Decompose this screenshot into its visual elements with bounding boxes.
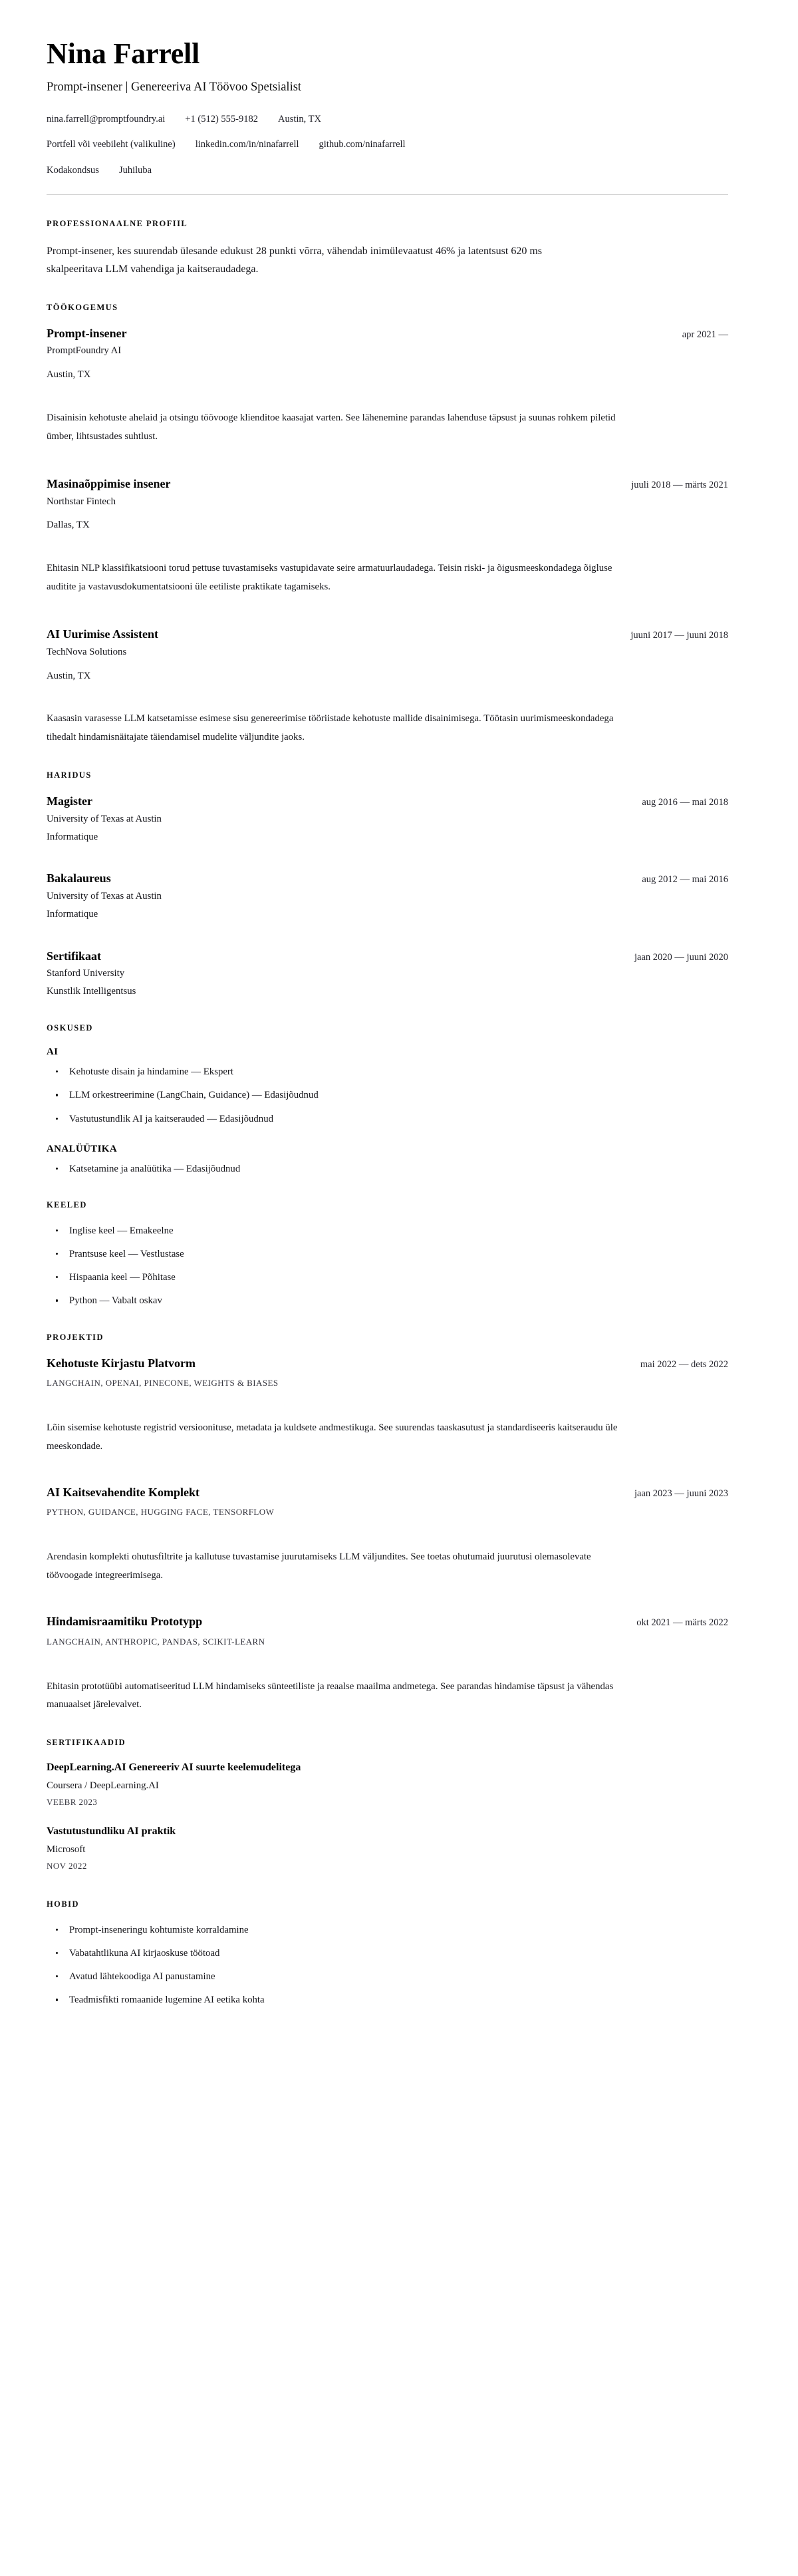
experience-company: TechNova Solutions	[47, 646, 127, 657]
experience-role: Masinaõppimise insener	[47, 477, 171, 491]
section-title-projects: PROJEKTID	[47, 1332, 104, 1342]
project-description: Lõin sisemise kehotuste registrid versioonituse, metadata ja kuldsete andmestikuga. See suurendas taaskasutust ja standardiseeris kaitseraudu üle meeskondade.	[47, 1422, 618, 1452]
contact-line-links	[47, 138, 728, 152]
education-field: Informatique	[47, 908, 98, 919]
experience-role: Prompt-insener	[47, 326, 127, 340]
section-title-summary: PROFESSIONAALNE PROFIIL	[47, 218, 188, 228]
education-entry	[47, 949, 728, 999]
list-item: Vabatahtlikuna AI kirjaoskuse töötoad	[47, 1946, 728, 1961]
section-title-hobbies: HOBID	[47, 1899, 79, 1909]
project-entry	[47, 1614, 728, 1714]
education-entry	[47, 871, 728, 921]
contact-driving-license: Juhiluba	[118, 165, 152, 176]
experience-description: Ehitasin NLP klassifikatsiooni torud pettuse tuvastamiseks vastupidavate seire armatuurlaudadega. Teisin riski- ja õigusmeeskondadega õigluse auditite ja vastavusdokumentatsiooni üle eetiliste praktikate tagamiseks.	[47, 563, 612, 592]
section-title-languages: KEELED	[47, 1200, 87, 1209]
skill-group	[47, 1144, 728, 1176]
contact-portfolio[interactable]: Portfell või veebileht (valikuline)	[47, 139, 176, 150]
list-item: Katsetamine ja analüütika — Edasijõudnud	[47, 1162, 728, 1176]
certificate-date: NOV 2022	[47, 1860, 87, 1871]
experience-entry-head	[47, 326, 728, 341]
section-title-experience: TÖÖKOGEMUS	[47, 302, 118, 312]
experience-date: juuni 2017 — juuni 2018	[630, 630, 728, 641]
contact-phone[interactable]: +1 (512) 555-9182	[185, 113, 258, 124]
project-entry	[47, 1356, 728, 1456]
section-title-education: HARIDUS	[47, 770, 92, 780]
education-school: Stanford University	[47, 968, 125, 979]
list-item: Hispaania keel — Põhitase	[47, 1270, 728, 1285]
contact-email[interactable]: nina.farrell@promptfoundry.ai	[47, 113, 166, 124]
education-degree: Magister	[47, 794, 92, 808]
certificate-date: VEEBR 2023	[47, 1797, 98, 1808]
education-school: University of Texas at Austin	[47, 890, 162, 901]
skill-group-name: AI	[47, 1046, 59, 1058]
contact-location: Austin, TX	[277, 113, 321, 124]
certificate-name: Vastutustundliku AI praktik	[47, 1826, 176, 1838]
experience-entry-head	[47, 627, 728, 642]
certificate-issuer: Coursera / DeepLearning.AI	[47, 1780, 159, 1792]
project-description: Arendasin komplekti ohutusfiltrite ja kallutuse tuvastamise juurutamiseks LLM väljundites. See toetas ohutumaid juurutusi olemasolevate töövoogade integreerimisega.	[47, 1551, 591, 1581]
experience-role: AI Uurimise Assistent	[47, 627, 159, 641]
education-degree: Bakalaureus	[47, 872, 111, 886]
project-name: Kehotuste Kirjastu Platvorm	[47, 1356, 196, 1370]
project-date: jaan 2023 — juuni 2023	[634, 1488, 728, 1499]
education-date: aug 2012 — mai 2016	[642, 874, 728, 886]
education-entry-head	[47, 794, 728, 809]
list-item: Inglise keel — Emakeelne	[47, 1223, 728, 1238]
skill-list	[47, 1064, 728, 1126]
contact-citizenship: Kodakondsus	[47, 165, 99, 176]
certificate-issuer: Microsoft	[47, 1844, 86, 1855]
education-degree: Sertifikaat	[47, 949, 101, 963]
skill-list	[47, 1162, 728, 1176]
experience-entry	[47, 627, 728, 746]
section-languages	[47, 1200, 728, 1309]
experience-entry	[47, 326, 728, 446]
list-item: Kehotuste disain ja hindamine — Ekspert	[47, 1064, 728, 1079]
skill-group	[47, 1046, 728, 1126]
section-summary	[47, 219, 728, 279]
experience-company: PromptFoundry AI	[47, 345, 122, 357]
contact-line-primary	[47, 112, 728, 127]
section-title-certificates: SERTIFIKAADID	[47, 1738, 126, 1748]
section-certificates	[47, 1738, 728, 1871]
project-date: mai 2022 — dets 2022	[640, 1359, 728, 1370]
project-name: Hindamisraamitiku Prototypp	[47, 1615, 203, 1629]
section-skills	[47, 1023, 728, 1176]
candidate-name: Nina Farrell	[47, 37, 200, 70]
candidate-headline: Prompt-insener | Genereeriva AI Töövoo Spetsialist	[47, 80, 302, 94]
project-entry-head	[47, 1614, 728, 1629]
list-item: Avatud lähtekoodiga AI panustamine	[47, 1969, 728, 1984]
section-experience	[47, 303, 728, 746]
experience-date: apr 2021 —	[682, 329, 728, 340]
section-projects	[47, 1333, 728, 1714]
experience-location: Austin, TX	[47, 670, 91, 681]
language-list	[47, 1223, 728, 1309]
education-field: Kunstlik Intelligentsus	[47, 986, 136, 997]
project-stack: LANGCHAIN, ANTHROPIC, PANDAS, SCIKIT-LEARN	[47, 1636, 265, 1647]
education-entry-head	[47, 871, 728, 886]
project-description: Ehitasin prototüübi automatiseeritud LLM hindamiseks sünteetiliste ja reaalse maailma andmetega. See parandas hindamise täpsust ja vähendas manuaalset järelevalvet.	[47, 1681, 614, 1710]
list-item: Prompt-inseneringu kohtumiste korraldamine	[47, 1923, 728, 1937]
list-item: LLM orkestreerimine (LangChain, Guidance) — Edasijõudnud	[47, 1088, 728, 1102]
certificate-entry	[47, 1761, 728, 1808]
project-entry-head	[47, 1485, 728, 1500]
list-item: Python — Vabalt oskav	[47, 1293, 728, 1308]
experience-company: Northstar Fintech	[47, 496, 116, 507]
contact-line-extra	[47, 164, 728, 178]
resume-header	[47, 39, 728, 195]
experience-location: Austin, TX	[47, 369, 91, 381]
certificate-name: DeepLearning.AI Genereeriv AI suurte keelemudelitega	[47, 1762, 301, 1774]
education-school: University of Texas at Austin	[47, 813, 162, 824]
experience-entry-head	[47, 476, 728, 492]
list-item: Teadmisfikti romaanide lugemine AI eetika kohta	[47, 1993, 728, 2007]
project-entry-head	[47, 1356, 728, 1371]
education-field: Informatique	[47, 831, 98, 842]
education-entry	[47, 794, 728, 844]
contact-github[interactable]: github.com/ninafarrell	[319, 139, 406, 150]
project-name: AI Kaitsevahendite Komplekt	[47, 1485, 200, 1499]
project-date: okt 2021 — märts 2022	[636, 1617, 728, 1629]
section-title-skills: OSKUSED	[47, 1023, 93, 1033]
experience-date: juuli 2018 — märts 2021	[631, 480, 728, 491]
project-stack: LANGCHAIN, OPENAI, PINECONE, WEIGHTS & BIASES	[47, 1378, 279, 1388]
list-item: Prantsuse keel — Vestlustase	[47, 1247, 728, 1261]
experience-description: Disainisin kehotuste ahelaid ja otsingu töövooge klienditoe kaasajat varten. See lähenemine parandas lahenduse täpsust ja suunas rohkem piletid ümber, lihtsustades suhtlust.	[47, 412, 616, 442]
skill-group-name: ANALÜÜTIKA	[47, 1143, 118, 1154]
education-entry-head	[47, 949, 728, 964]
summary-text: Prompt-insener, kes suurendab ülesande edukust 28 punkti võrra, vähendab inimülevaatust 46% ja latentsust 620 ms skalpeeritava LLM vahendiga ja kaitseraudadega.	[47, 245, 542, 275]
section-hobbies	[47, 1899, 728, 2008]
education-date: aug 2016 — mai 2018	[642, 797, 728, 808]
education-date: jaan 2020 — juuni 2020	[634, 951, 728, 963]
hobby-list	[47, 1923, 728, 2008]
experience-location: Dallas, TX	[47, 520, 90, 531]
experience-description: Kaasasin varasesse LLM katsetamisse esimese sisu genereerimise tööriistade kehotuste mallide disainimisega. Töötasin uurimismeeskondadega tihedalt hindamisnäitajate täiendamisel mudelite väljundite jaoks.	[47, 713, 614, 742]
project-entry	[47, 1485, 728, 1585]
project-stack: PYTHON, GUIDANCE, HUGGING FACE, TENSORFLOW	[47, 1507, 275, 1518]
list-item: Vastutustundlik AI ja kaitserauded — Edasijõudnud	[47, 1112, 728, 1126]
section-education	[47, 770, 728, 999]
experience-entry	[47, 476, 728, 596]
contact-linkedin[interactable]: linkedin.com/in/ninafarrell	[195, 139, 299, 150]
certificate-entry	[47, 1825, 728, 1871]
header-divider	[47, 194, 728, 195]
